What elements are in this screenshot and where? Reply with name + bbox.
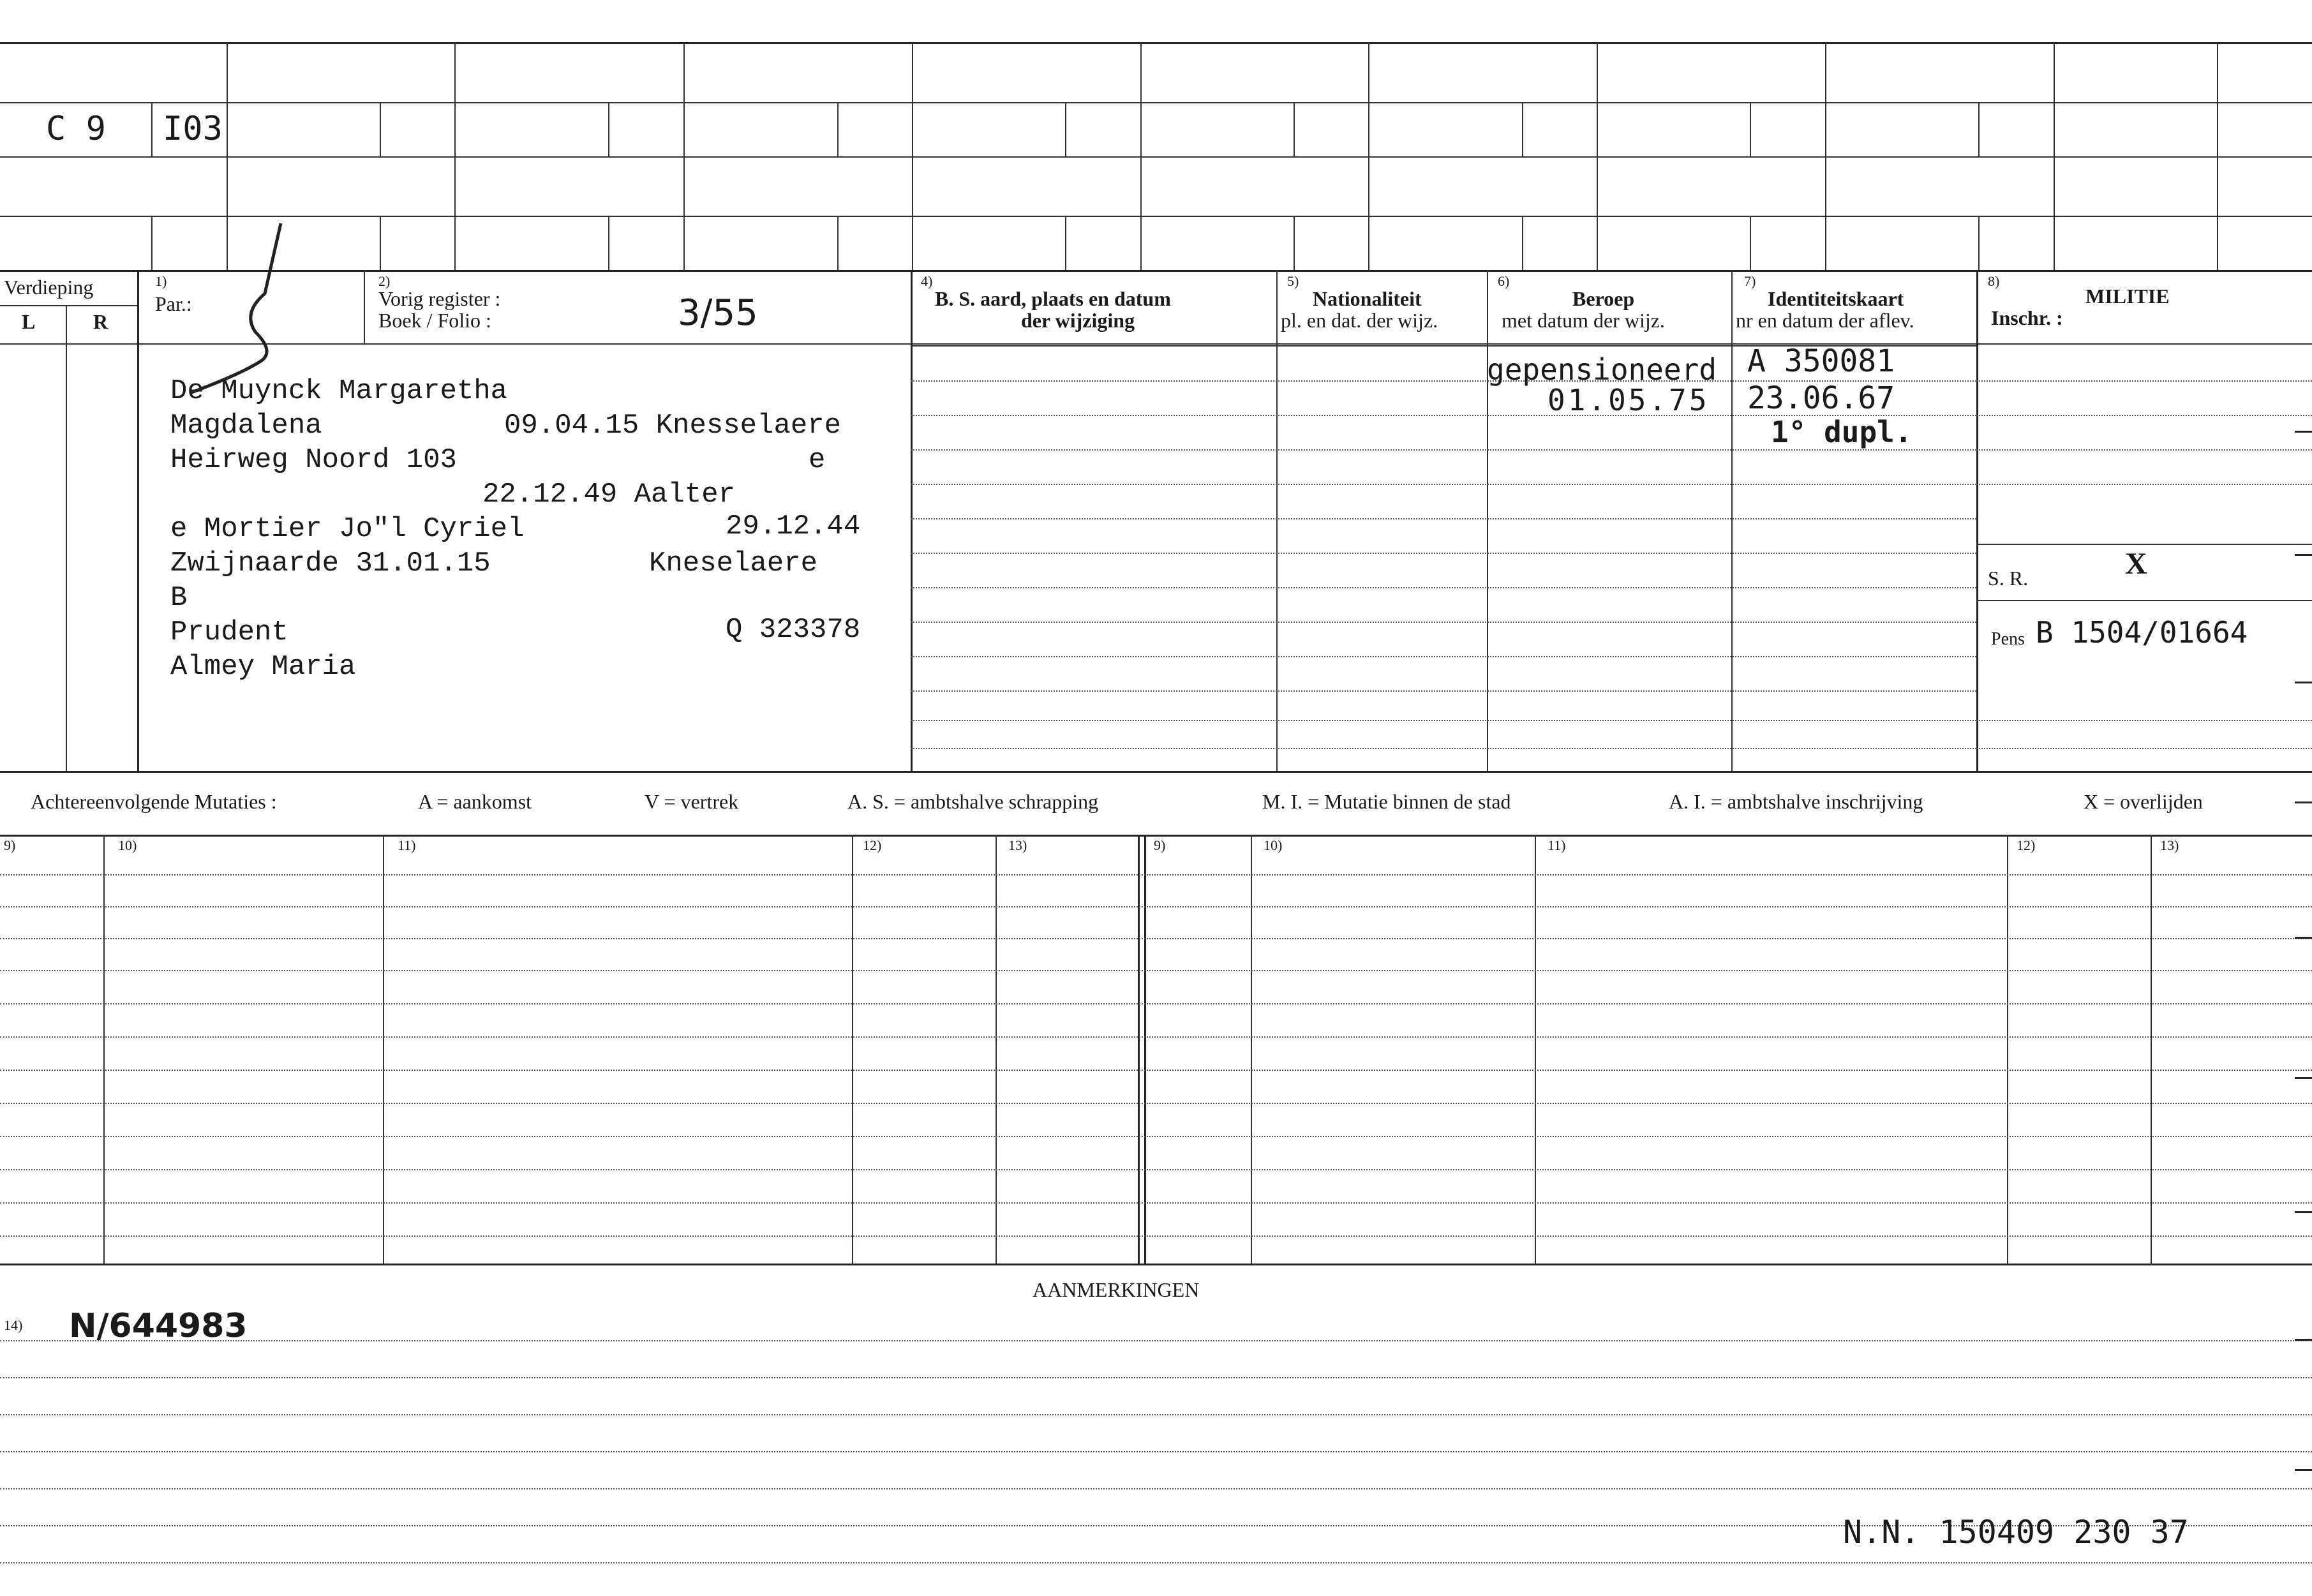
person-line-5a: e Mortier Jo"l Cyriel bbox=[170, 513, 525, 545]
person-line-3a: Heirweg Noord 103 bbox=[170, 444, 457, 476]
col5-number: 5) bbox=[1287, 273, 1299, 289]
legend-vertrek: V = vertrek bbox=[645, 790, 739, 813]
person-line-6a: Zwijnaarde 31.01.15 bbox=[170, 548, 491, 579]
mut-col-11a: 11) bbox=[398, 837, 416, 853]
national-number: N.N. 150409 230 37 bbox=[1843, 1514, 2189, 1551]
person-line-8a: Prudent bbox=[170, 616, 288, 648]
sr-value: X bbox=[2125, 547, 2147, 581]
col5-subtitle: pl. en dat. der wijz. bbox=[1281, 309, 1438, 332]
register-number: I03 bbox=[163, 110, 223, 148]
person-line-2b: 09.04.15 Knesselaere bbox=[504, 410, 842, 442]
person-line-3b: e bbox=[809, 444, 826, 476]
person-line-4: 22.12.49 Aalter bbox=[482, 479, 736, 511]
boek-folio-label: Boek / Folio : bbox=[378, 309, 491, 332]
mut-col-9a: 9) bbox=[4, 837, 16, 853]
col4-subtitle: der wijziging bbox=[1021, 309, 1135, 332]
legend-aankomst: A = aankomst bbox=[418, 790, 532, 813]
col6-subtitle: met datum der wijz. bbox=[1502, 309, 1665, 332]
legend-mutatie-stad: M. I. = Mutatie binnen de stad bbox=[1262, 790, 1511, 813]
mut-col-9b: 9) bbox=[1154, 837, 1166, 853]
mutaties-title: Achtereenvolgende Mutaties : bbox=[31, 790, 277, 813]
id-card-date: 23.06.67 bbox=[1747, 380, 1895, 416]
person-line-8b: Q 323378 bbox=[726, 614, 861, 646]
col7-number: 7) bbox=[1744, 273, 1756, 289]
pens-value: B 1504/01664 bbox=[2036, 615, 2248, 650]
aanmerkingen-title: AANMERKINGEN bbox=[1033, 1278, 1200, 1301]
beroep-date: 01.05.75 bbox=[1548, 383, 1710, 417]
col2-number: 2) bbox=[378, 273, 391, 289]
col4-title: B. S. aard, plaats en datum bbox=[935, 287, 1171, 310]
mut-col-12b: 12) bbox=[2017, 837, 2036, 853]
mut-col-12a: 12) bbox=[863, 837, 882, 853]
vorig-register-label: Vorig register : bbox=[378, 287, 501, 310]
aanmerkingen-value: N/644983 bbox=[69, 1307, 248, 1345]
id-card-note: 1° dupl. bbox=[1771, 415, 1913, 449]
militie-title: MILITIE bbox=[2085, 285, 2170, 308]
pens-label: Pens bbox=[1991, 629, 2025, 649]
verdieping-left: L bbox=[22, 310, 36, 333]
par-label: Par.: bbox=[155, 292, 192, 315]
col6-title: Beroep bbox=[1572, 287, 1635, 310]
person-line-7: B bbox=[170, 582, 188, 614]
id-card-number: A 350081 bbox=[1747, 343, 1895, 379]
mut-col-10a: 10) bbox=[118, 837, 137, 853]
mut-col-11b: 11) bbox=[1548, 837, 1566, 853]
person-line-9: Almey Maria bbox=[170, 651, 356, 683]
boek-folio-value: 3/55 bbox=[678, 292, 758, 334]
mut-col-13a: 13) bbox=[1008, 837, 1027, 853]
person-line-6b: Kneselaere bbox=[649, 548, 818, 579]
verdieping-right: R bbox=[93, 310, 108, 333]
beroep-value: gepensioneerd bbox=[1487, 352, 1717, 387]
col1-number: 1) bbox=[155, 273, 167, 289]
mut-col-10b: 10) bbox=[1264, 837, 1283, 853]
legend-ambtshalve-schrapping: A. S. = ambtshalve schrapping bbox=[847, 790, 1099, 813]
inschr-label: Inschr. : bbox=[1991, 306, 2063, 329]
mut-col-13b: 13) bbox=[2160, 837, 2179, 853]
par-handwritten-mark bbox=[166, 217, 294, 396]
person-line-1: De Muynck Margaretha bbox=[170, 375, 508, 407]
person-line-2a: Magdalena bbox=[170, 410, 322, 442]
col4-number: 4) bbox=[921, 273, 933, 289]
col7-subtitle: nr en datum der aflev. bbox=[1736, 309, 1914, 332]
legend-overlijden: X = overlijden bbox=[2084, 790, 2203, 813]
person-line-5b: 29.12.44 bbox=[726, 511, 861, 542]
col5-title: Nationaliteit bbox=[1313, 287, 1422, 310]
aanmerkingen-number: 14) bbox=[4, 1317, 23, 1333]
verdieping-label: Verdieping bbox=[4, 276, 94, 299]
col8-number: 8) bbox=[1988, 273, 2000, 289]
col7-title: Identiteitskaart bbox=[1768, 287, 1904, 310]
register-code: C 9 bbox=[46, 110, 106, 148]
col6-number: 6) bbox=[1498, 273, 1510, 289]
legend-ambtshalve-inschrijving: A. I. = ambtshalve inschrijving bbox=[1669, 790, 1923, 813]
sr-label: S. R. bbox=[1988, 567, 2029, 590]
